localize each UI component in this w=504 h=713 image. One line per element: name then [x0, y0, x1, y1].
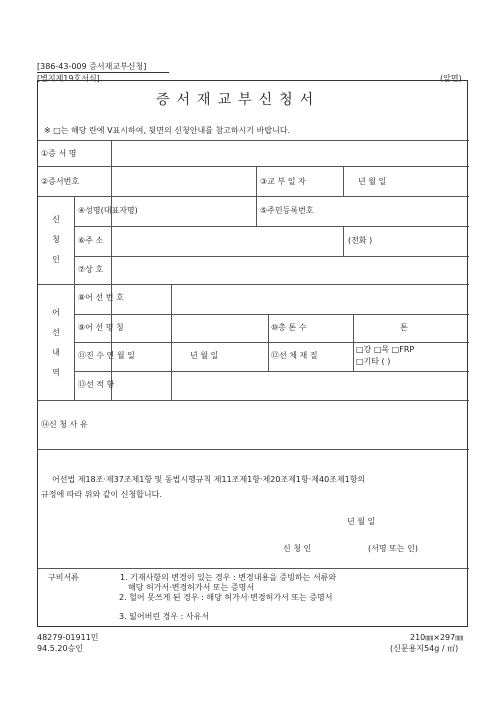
applicant-signature-label: 신 청 인 — [283, 544, 312, 553]
home-port-label: ⑬선 적 항 — [78, 380, 115, 389]
col-line — [343, 166, 344, 196]
footer-paper: (신문용지54g / ㎡) — [390, 644, 459, 653]
row-line — [38, 166, 469, 167]
application-form — [37, 80, 468, 627]
document-item: 3. 잃어버린 경우 : 사유서 — [119, 612, 210, 621]
address-label: ⑥주 소 — [78, 236, 104, 245]
tonnage-label: ⑩총 톤 수 — [271, 323, 307, 332]
signature-note: (서명 또는 인) — [368, 544, 418, 553]
row-line — [74, 371, 469, 372]
col-line — [343, 226, 344, 256]
hull-material-label: ⑫선 체 재 질 — [271, 351, 318, 360]
form-bottom-border — [37, 626, 468, 627]
row-line — [74, 314, 469, 315]
col-line — [353, 314, 354, 371]
col-line — [111, 140, 112, 400]
tonnage-unit: 톤 — [400, 323, 408, 332]
col-line — [256, 166, 257, 226]
document-item: 해당 허가서·변경허가서 또는 증명서 — [128, 583, 255, 592]
statement-date: 년 월 일 — [347, 517, 376, 526]
footer-size: 210㎜×297㎜ — [410, 633, 464, 642]
issue-date-value: 년 월 일 — [358, 177, 387, 186]
reason-label: ⑭신 청 사 유 — [41, 420, 88, 429]
phone-label: (전화 ) — [348, 236, 373, 245]
statement-line: 규정에 따라 위와 같이 신청합니다. — [41, 490, 162, 499]
document-item: 1. 기재사항의 변경이 있는 경우 : 변경내용을 증빙하는 서류와 — [120, 573, 337, 582]
row-line — [38, 196, 469, 197]
documents-label: 구비서류 — [48, 573, 79, 582]
row-line — [38, 284, 469, 285]
form-code: [386-43-009 증서재교부신청] — [37, 62, 147, 71]
footer-code: 48279-01911민 — [37, 633, 99, 642]
hull-material-option[interactable]: □강 □목 □FRP — [356, 345, 415, 354]
launch-date-label: ⑪진 수 연 월 일 — [78, 351, 135, 360]
certificate-name-label: ①증 서 명 — [41, 149, 77, 158]
col-line — [171, 284, 172, 400]
trade-name-label: ⑦상 호 — [78, 265, 104, 274]
row-line — [38, 568, 469, 569]
resident-number-label: ⑤주민등록번호 — [260, 206, 314, 215]
row-line — [74, 342, 469, 343]
col-line — [268, 314, 269, 371]
ship-number-label: ⑧어 선 번 호 — [78, 293, 124, 302]
statement-line: 어선법 제18조·제37조제1항 및 동법시행규칙 제11조제1항·제20조제1항·제40조제1항의 — [52, 475, 366, 484]
notice-text: ※ □는 해당 란에 V표시하여, 뒷면의 신청안내를 참고하시기 바랍니다. — [44, 126, 291, 135]
issue-date-label: ③교 부 일 자 — [260, 177, 306, 186]
ship-group-label: 어 선 내 역 — [52, 308, 60, 377]
row-line — [74, 256, 469, 257]
col-line — [74, 196, 75, 400]
applicant-group-label: 신 청 인 — [52, 215, 60, 264]
form-title: 증서재교부신청서 — [156, 92, 321, 108]
row-line — [38, 449, 469, 450]
applicant-name-label: ④성명(대표자명) — [78, 206, 138, 215]
hull-material-option[interactable]: □기타 ( ) — [356, 357, 391, 366]
footer-approval: 94.5.20승인 — [37, 644, 83, 653]
document-item: 2. 헐어 못쓰게 된 경우 : 해당 허가서·변경허가서 또는 증명서 — [119, 593, 333, 602]
form-number: [별지제19호서식] — [37, 74, 100, 83]
launch-date-value: 년 월 일 — [190, 351, 219, 360]
row-line — [74, 226, 469, 227]
row-line — [38, 400, 469, 401]
certificate-number-label: ②증서번호 — [41, 177, 80, 186]
row-line — [38, 140, 469, 141]
page-side: (앞면) — [440, 74, 462, 83]
ship-name-label: ⑨어 선 명 칭 — [78, 323, 124, 332]
